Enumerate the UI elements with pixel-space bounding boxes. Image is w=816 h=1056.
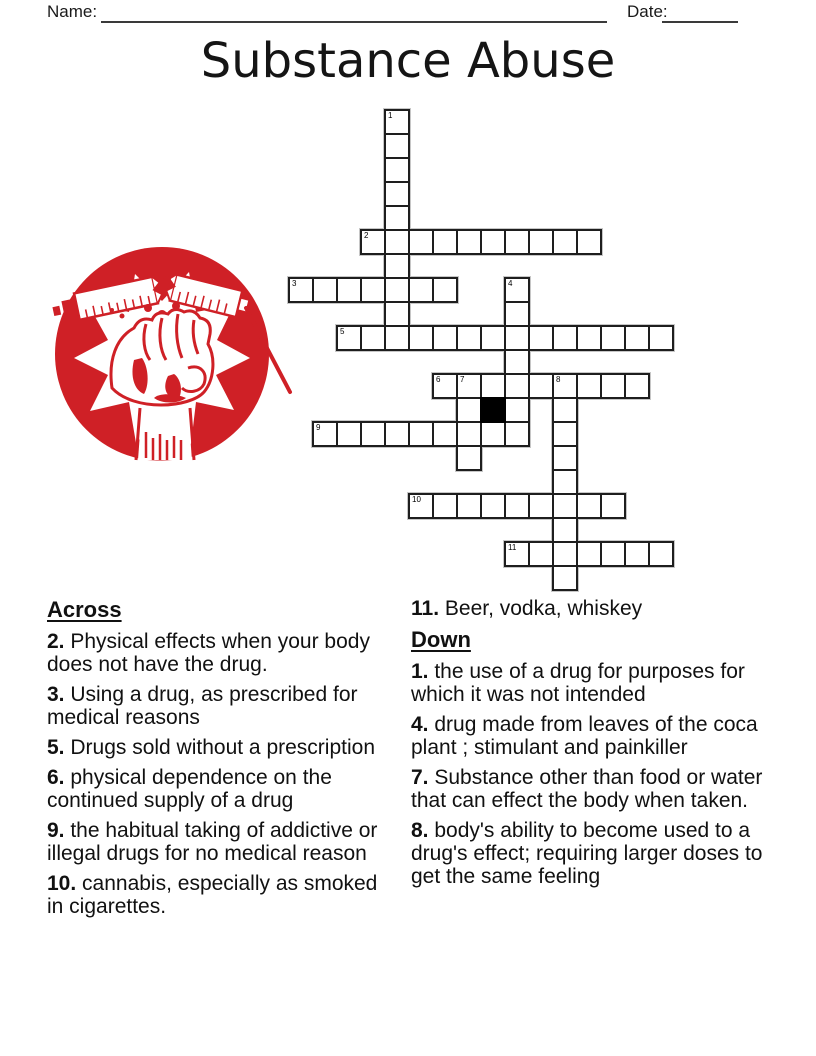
black-cell bbox=[480, 397, 506, 423]
clue-11 bbox=[411, 597, 787, 620]
clue-number: 7. bbox=[411, 766, 429, 789]
clue-7 bbox=[411, 766, 787, 812]
name-label: Name: bbox=[47, 2, 98, 21]
across-clue-list bbox=[47, 630, 399, 918]
clue-text: Physical effects when your body does not have the drug. bbox=[47, 630, 370, 676]
across-heading: Across bbox=[47, 597, 122, 622]
cell-number: 5 bbox=[340, 327, 345, 336]
cell-number: 8 bbox=[556, 375, 561, 384]
grid-cell[interactable] bbox=[432, 493, 458, 519]
clue-number: 6. bbox=[47, 766, 65, 789]
grid-cell[interactable] bbox=[648, 541, 674, 567]
grid-cell[interactable] bbox=[360, 325, 386, 351]
grid-cell[interactable] bbox=[504, 229, 530, 255]
grid-cell[interactable] bbox=[384, 277, 410, 303]
clue-number: 1. bbox=[411, 660, 429, 683]
grid-cell[interactable] bbox=[552, 325, 578, 351]
down-heading: Down bbox=[411, 627, 471, 652]
clue-text: body's ability to become used to a drug's effect; requiring larger doses to get the same feeling bbox=[411, 819, 763, 888]
grid-cell[interactable] bbox=[576, 541, 602, 567]
clue-6 bbox=[47, 766, 399, 812]
across-clues-column bbox=[47, 597, 399, 925]
grid-cell[interactable] bbox=[504, 373, 530, 399]
page-title: Substance Abuse bbox=[200, 33, 616, 89]
grid-cell[interactable] bbox=[624, 541, 650, 567]
cell-number: 9 bbox=[316, 423, 321, 432]
grid-cell[interactable] bbox=[552, 373, 578, 399]
grid-cell[interactable] bbox=[552, 469, 578, 495]
grid-cell[interactable] bbox=[504, 301, 530, 327]
grid-cell[interactable] bbox=[504, 493, 530, 519]
grid-cell[interactable] bbox=[528, 229, 554, 255]
grid-cell[interactable] bbox=[504, 421, 530, 447]
clue-8 bbox=[411, 819, 787, 888]
cell-number: 2 bbox=[364, 231, 369, 240]
clue-number: 11. bbox=[411, 597, 440, 620]
clue-number: 2. bbox=[47, 630, 65, 653]
grid-cell[interactable] bbox=[384, 181, 410, 207]
grid-cell[interactable] bbox=[552, 541, 578, 567]
grid-cell[interactable] bbox=[504, 277, 530, 303]
grid-cell[interactable] bbox=[336, 325, 362, 351]
grid-cell[interactable] bbox=[408, 493, 434, 519]
grid-cell[interactable] bbox=[336, 421, 362, 447]
cell-number: 4 bbox=[508, 279, 513, 288]
grid-cell[interactable] bbox=[528, 541, 554, 567]
cell-number: 6 bbox=[436, 375, 441, 384]
grid-cell[interactable] bbox=[552, 229, 578, 255]
grid-cell[interactable] bbox=[504, 397, 530, 423]
grid-cell[interactable] bbox=[480, 229, 506, 255]
grid-cell[interactable] bbox=[576, 493, 602, 519]
grid-cell[interactable] bbox=[336, 277, 362, 303]
grid-cell[interactable] bbox=[504, 541, 530, 567]
cell-number: 11 bbox=[508, 543, 517, 552]
grid-cell[interactable] bbox=[384, 157, 410, 183]
grid-cell[interactable] bbox=[528, 493, 554, 519]
grid-cell[interactable] bbox=[624, 325, 650, 351]
clue-text: cannabis, especially as smoked in cigarettes. bbox=[47, 872, 378, 918]
grid-cell[interactable] bbox=[576, 325, 602, 351]
grid-cell[interactable] bbox=[528, 373, 554, 399]
grid-cell[interactable] bbox=[408, 325, 434, 351]
grid-cell[interactable] bbox=[480, 421, 506, 447]
clue-number: 4. bbox=[411, 713, 429, 736]
clue-10 bbox=[47, 872, 399, 918]
date-label: Date: bbox=[627, 2, 668, 21]
grid-cell[interactable] bbox=[408, 277, 434, 303]
grid-cell[interactable] bbox=[480, 325, 506, 351]
grid-cell[interactable] bbox=[432, 373, 458, 399]
grid-cell[interactable] bbox=[600, 373, 626, 399]
grid-cell[interactable] bbox=[456, 493, 482, 519]
down-clues-column bbox=[411, 597, 787, 895]
grid-cell[interactable] bbox=[360, 277, 386, 303]
grid-cell[interactable] bbox=[552, 397, 578, 423]
cell-number: 3 bbox=[292, 279, 297, 288]
grid-cell[interactable] bbox=[288, 277, 314, 303]
grid-cell[interactable] bbox=[384, 325, 410, 351]
across-clue-overflow bbox=[411, 597, 787, 620]
clue-text: drug made from leaves of the coca plant ; stimulant and painkiller bbox=[411, 713, 758, 759]
grid-cell[interactable] bbox=[312, 421, 338, 447]
grid-cell[interactable] bbox=[576, 373, 602, 399]
grid-cell[interactable] bbox=[312, 277, 338, 303]
grid-cell[interactable] bbox=[432, 277, 458, 303]
grid-cell[interactable] bbox=[360, 421, 386, 447]
clue-text: Substance other than food or water that can effect the body when taken. bbox=[411, 766, 763, 812]
grid-cell[interactable] bbox=[648, 325, 674, 351]
clue-number: 5. bbox=[47, 736, 65, 759]
clue-number: 3. bbox=[47, 683, 65, 706]
clue-text: the habitual taking of addictive or illegal drugs for no medical reason bbox=[47, 819, 378, 865]
grid-cell[interactable] bbox=[384, 133, 410, 159]
grid-cell[interactable] bbox=[384, 301, 410, 327]
grid-cell[interactable] bbox=[600, 325, 626, 351]
cell-number: 10 bbox=[412, 495, 421, 504]
grid-cell[interactable] bbox=[456, 373, 482, 399]
clue-1 bbox=[411, 660, 787, 706]
grid-cell[interactable] bbox=[408, 421, 434, 447]
grid-cell[interactable] bbox=[432, 325, 458, 351]
clue-5 bbox=[47, 736, 399, 759]
grid-cell[interactable] bbox=[432, 229, 458, 255]
grid-cell[interactable] bbox=[456, 445, 482, 471]
clue-text: the use of a drug for purposes for which it was not intended bbox=[411, 660, 745, 706]
clue-text: Drugs sold without a prescription bbox=[64, 736, 375, 759]
grid-cell[interactable] bbox=[432, 421, 458, 447]
clue-3 bbox=[47, 683, 399, 729]
grid-cell[interactable] bbox=[480, 373, 506, 399]
clue-number: 9. bbox=[47, 819, 65, 842]
grid-cell[interactable] bbox=[576, 229, 602, 255]
grid-cell[interactable] bbox=[384, 205, 410, 231]
grid-cell[interactable] bbox=[384, 109, 410, 135]
grid-cell[interactable] bbox=[504, 325, 530, 351]
grid-cell[interactable] bbox=[360, 229, 386, 255]
grid-cell[interactable] bbox=[552, 493, 578, 519]
grid-cell[interactable] bbox=[552, 445, 578, 471]
grid-cell[interactable] bbox=[552, 421, 578, 447]
grid-cell[interactable] bbox=[480, 493, 506, 519]
grid-cell[interactable] bbox=[528, 325, 554, 351]
clue-number: 10. bbox=[47, 872, 77, 895]
grid-cell[interactable] bbox=[552, 565, 578, 591]
cell-number: 7 bbox=[460, 375, 465, 384]
clue-number: 8. bbox=[411, 819, 429, 842]
grid-cell[interactable] bbox=[624, 373, 650, 399]
grid-cell[interactable] bbox=[384, 421, 410, 447]
grid-cell[interactable] bbox=[456, 397, 482, 423]
grid-cell[interactable] bbox=[552, 517, 578, 543]
grid-cell[interactable] bbox=[384, 229, 410, 255]
clue-text: Beer, vodka, whiskey bbox=[439, 597, 643, 620]
grid-cell[interactable] bbox=[504, 349, 530, 375]
grid-cell[interactable] bbox=[456, 421, 482, 447]
cell-number: 1 bbox=[388, 111, 393, 120]
grid-cell[interactable] bbox=[600, 541, 626, 567]
grid-cell[interactable] bbox=[456, 325, 482, 351]
clue-2 bbox=[47, 630, 399, 676]
clue-text: physical dependence on the continued supply of a drug bbox=[47, 766, 332, 812]
down-clue-list bbox=[411, 660, 787, 888]
grid-cell[interactable] bbox=[384, 253, 410, 279]
clue-text: Using a drug, as prescribed for medical reasons bbox=[47, 683, 358, 729]
grid-cell[interactable] bbox=[408, 229, 434, 255]
grid-cell[interactable] bbox=[600, 493, 626, 519]
grid-cell[interactable] bbox=[456, 229, 482, 255]
clue-4 bbox=[411, 713, 787, 759]
clue-9 bbox=[47, 819, 399, 865]
